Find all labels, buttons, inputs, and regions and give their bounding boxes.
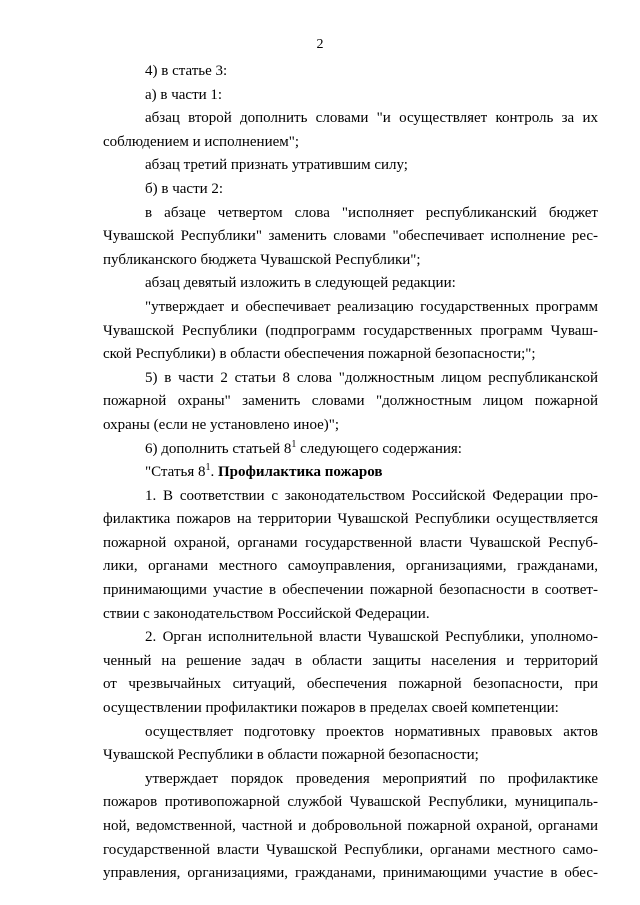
text-line-content: пожаров противопожарной службой Чувашской Республики, муниципаль- — [103, 794, 598, 811]
text-line-content: 4) в статье 3: — [145, 63, 228, 79]
text-line — [103, 721, 598, 745]
text-line-content: от чрезвычайных ситуаций, обеспечения пожарной безопасности, при — [103, 676, 598, 693]
text-line-content: утверждает порядок проведения мероприятий по профилактике — [145, 770, 598, 787]
text-line — [103, 225, 598, 249]
text-line-content: ной, ведомственной, частной и добровольной пожарной охраной, органами — [103, 818, 598, 834]
text-line — [103, 650, 598, 674]
text-line-content: охраны (если не установлено иное)"; — [103, 416, 340, 433]
text-line-continuation: следующего содержания: — [296, 440, 462, 457]
text-line-content: абзац второй дополнить словами "и осуществляет контроль за их — [145, 110, 598, 127]
text-line — [103, 839, 598, 863]
text-line — [103, 249, 598, 273]
text-line-content: филактика пожаров на территории Чувашской Республики осуществляется — [103, 511, 598, 528]
text-line-content: Чувашской Республики в области пожарной безопасности; — [103, 747, 479, 764]
text-line — [103, 744, 598, 768]
text-line-content: 5) в части 2 статьи 8 слова "должностным лицом республиканской — [145, 369, 598, 386]
text-line-content: осуществлении профилактики пожаров в пределах своей компетенции: — [103, 700, 559, 717]
page-number: 2 — [316, 37, 324, 52]
text-line-content: абзац третий признать утратившим силу; — [145, 157, 408, 174]
text-line-content: 2. Орган исполнительной власти Чувашской Республики, уполномо- — [145, 629, 598, 646]
text-line-content: управления, организациями, гражданами, принимающими участие в обес- — [103, 865, 598, 882]
text-line-content: пожарной охраны" заменить словами "должностным лицом пожарной — [103, 393, 598, 410]
text-line — [103, 343, 598, 367]
text-line-content: абзац девятый изложить в следующей редакции: — [145, 275, 456, 292]
text-line-content: Чувашской Республики (подпрограмм государственных программ Чуваш- — [103, 322, 598, 339]
text-line — [103, 414, 598, 438]
superscript: 1 — [205, 462, 211, 474]
text-line — [103, 107, 598, 131]
text-line — [103, 320, 598, 344]
text-line-content: Чувашской Республики" заменить словами "обеспечивает исполнение рес- — [103, 228, 598, 245]
text-line — [103, 485, 598, 509]
text-line-content: "Статья 8 — [145, 464, 206, 481]
document-body — [103, 60, 598, 886]
text-line — [103, 626, 598, 650]
text-line — [103, 673, 598, 697]
text-line-content: ской Республики) в области обеспечения пожарной безопасности;"; — [103, 346, 536, 363]
text-line-content: пожарной охраной, органами государственной власти Чувашской Респуб- — [103, 534, 598, 551]
superscript: 1 — [291, 438, 297, 450]
text-line-content: соблюдением и исполнением"; — [103, 133, 300, 150]
text-line-content: ченный на решение задач в области защиты населения и территорий — [103, 652, 598, 669]
text-line — [103, 296, 598, 320]
text-line-content: принимающими участие в обеспечении пожарной безопасности в соответ- — [103, 582, 598, 599]
text-line — [103, 154, 598, 178]
text-line-content: публиканского бюджета Чувашской Республики"; — [103, 251, 421, 268]
text-line — [103, 768, 598, 792]
text-line-content: 1. В соответствии с законодательством Российской Федерации про- — [145, 487, 598, 504]
text-line — [103, 60, 598, 84]
text-line — [103, 603, 598, 627]
text-line — [103, 508, 598, 532]
text-line-content: ствии с законодательством Российской Федерации. — [103, 605, 430, 622]
text-line — [103, 367, 598, 391]
text-line — [103, 532, 598, 556]
text-line — [103, 815, 598, 839]
text-line-content: б) в части 2: — [145, 180, 224, 197]
text-line — [103, 178, 598, 202]
text-line — [103, 438, 598, 462]
text-line-content: 6) дополнить статьей 8 — [145, 440, 292, 457]
text-line-content: "утверждает и обеспечивает реализацию государственных программ — [145, 298, 598, 315]
text-line-content: а) в части 1: — [145, 86, 223, 103]
text-line-content: лики, органами местного самоуправления, организациями, гражданами, — [103, 558, 598, 575]
text-line-continuation: . — [210, 464, 218, 481]
text-line — [103, 390, 598, 414]
text-line — [103, 84, 598, 108]
article-heading: Профилактика пожаров — [217, 464, 383, 481]
text-line — [103, 862, 598, 886]
text-line-content: осуществляет подготовку проектов нормативных правовых актов — [145, 723, 598, 740]
text-line — [103, 131, 598, 155]
text-line-content: государственной власти Чувашской Республики, органами местного само- — [103, 841, 598, 858]
text-line — [103, 272, 598, 296]
text-line — [103, 555, 598, 579]
text-line — [103, 461, 598, 485]
text-line — [103, 791, 598, 815]
text-line — [103, 697, 598, 721]
text-line-content: в абзаце четвертом слова "исполняет республиканский бюджет — [145, 204, 598, 221]
text-line — [103, 579, 598, 603]
text-line — [103, 202, 598, 226]
